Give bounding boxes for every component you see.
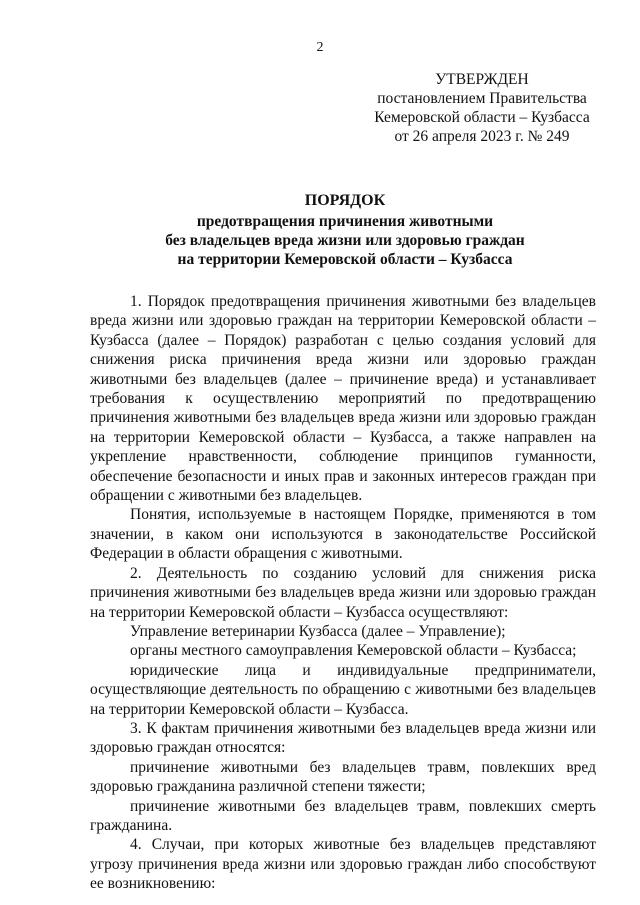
paragraph-10: 4. Случаи, при которых животные без владельцев представляют угрозу причинения вреда жизни или здоровью граждан либо способствуют ее возникновению: <box>90 836 596 893</box>
approval-stamp <box>372 70 592 146</box>
document-body <box>90 292 596 894</box>
paragraph-4: Управление ветеринарии Кузбасса (далее – Управление); <box>130 622 506 640</box>
paragraph-5: органы местного самоуправления Кемеровской области – Кузбасса; <box>130 642 577 660</box>
approval-line-2: Кемеровской области – Кузбасса <box>374 109 590 126</box>
approval-title: УТВЕРЖДЕН <box>435 71 529 88</box>
page-number: 2 <box>316 40 324 55</box>
paragraph-8: причинение животными без владельцев травм, повлекших вред здоровью гражданина различной степени тяжести; <box>90 758 596 796</box>
document-title <box>90 191 600 269</box>
paragraph-3: 2. Деятельность по созданию условий для снижения риска причинения животными без владельцев вреда жизни или здоровью граждан на территории Кемеровской области – Кузбасса осуществляют: <box>90 564 596 621</box>
paragraph-2: Понятия, используемые в настоящем Порядке, применяются в том значении, в каком они используются в законодательстве Российской Федерации в области обращения с животными. <box>90 506 596 563</box>
document-title-line-3: на территории Кемеровской области – Кузбасса <box>177 251 513 268</box>
paragraph-6: юридические лица и индивидуальные предприниматели, осуществляющие деятельность по обращению с животными без владельцев на территории Кемеровской области – Кузбасса. <box>90 661 596 718</box>
document-title-line-1: предотвращения причинения животными <box>196 213 494 230</box>
document-title-main: ПОРЯДОК <box>304 192 386 209</box>
document-title-line-2: без владельцев вреда жизни или здоровью граждан <box>165 232 525 249</box>
approval-line-3: от 26 апреля 2023 г. № 249 <box>394 128 570 145</box>
paragraph-9: причинение животными без владельцев травм, повлекших смерть гражданина. <box>90 797 596 834</box>
approval-line-1: постановлением Правительства <box>377 90 587 107</box>
paragraph-1: 1. Порядок предотвращения причинения животными без владельцев вреда жизни или здоровью граждан на территории Кемеровской области – Кузбасса (далее – Порядок) разработан с целью создания условий для снижения риска причинения вреда жизни или здоровью граждан животными без владельцев (далее – причинение вреда) и устанавливает требования к осуществлению мероприятий по предотвращению причинения животными без владельцев вреда жизни или здоровью граждан на территории Кемеровской области – Кузбасса, а также направлен на укрепление нравственности, соблюдение принципов гуманности, обеспечение безопасности и иных прав и законных интересов граждан при обращении с животными без владельцев. <box>90 293 596 505</box>
paragraph-7: 3. К фактам причинения животными без владельцев вреда жизни или здоровью граждан относятся: <box>90 719 596 757</box>
